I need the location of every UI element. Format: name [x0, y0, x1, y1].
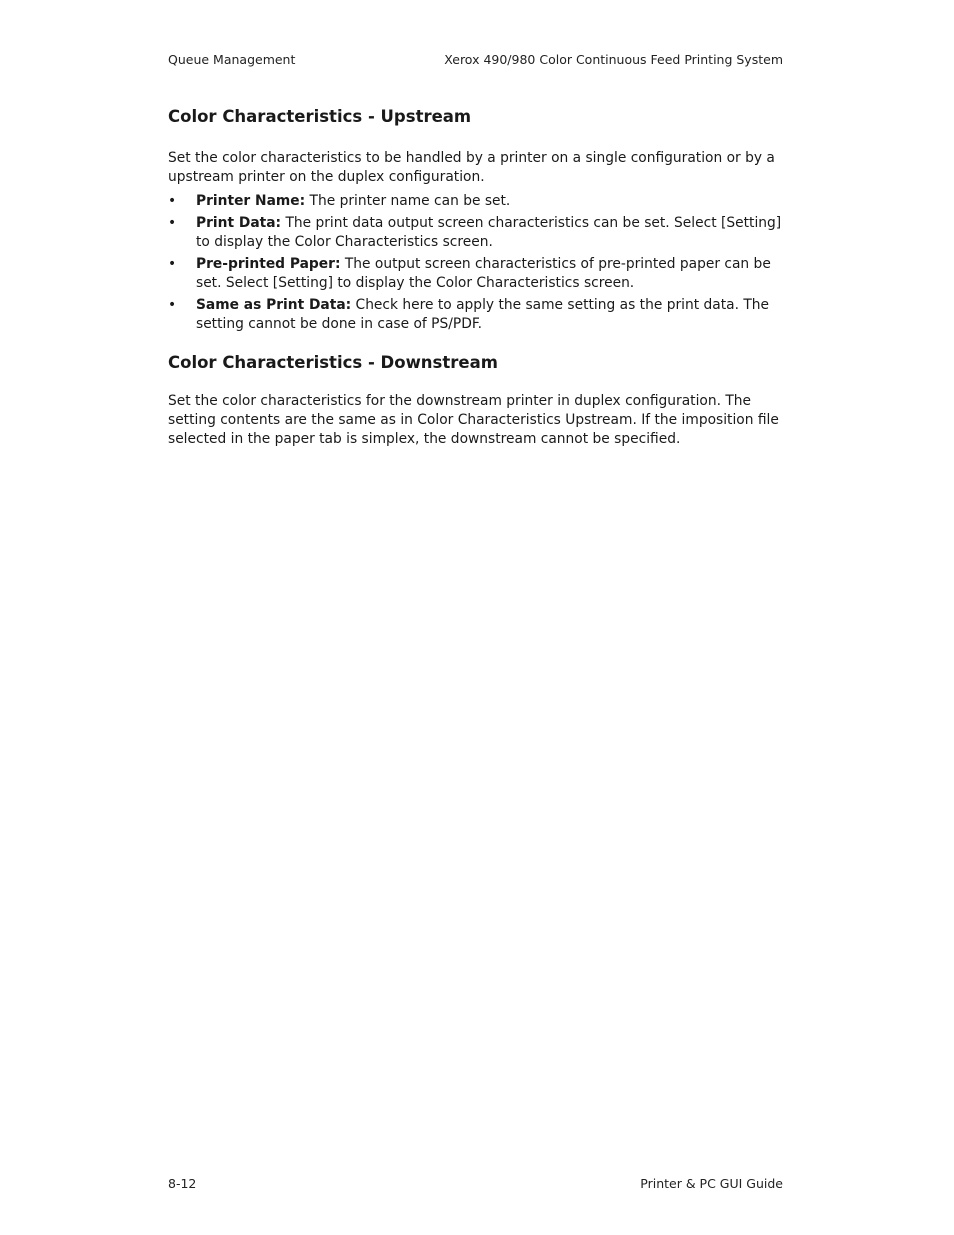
list-item: [168, 296, 784, 334]
list-item: [168, 255, 784, 293]
bullet-icon: •: [168, 297, 177, 313]
page-content: [168, 106, 784, 449]
header-section-title: Queue Management: [168, 52, 296, 67]
downstream-intro-paragraph: Set the color characteristics for the downstream printer in duplex configuration. The setting contents are the same as in Color Characteristics Upstream. If the imposition file selected in the paper tab is simplex, the downstream cannot be specified.: [168, 393, 779, 447]
bullet-icon: •: [168, 215, 177, 231]
page-number: 8-12: [168, 1176, 197, 1191]
list-item-text: The print data output screen characteristics can be set. Select [Setting] to display the Color Characteristics screen.: [196, 215, 782, 250]
list-item-text: The output screen characteristics of pre-printed paper can be set. Select [Setting] to display the Color Characteristics screen.: [196, 256, 771, 291]
list-item: [168, 192, 784, 211]
list-item-text: Check here to apply the same setting as the print data. The setting cannot be done in case of PS/PDF.: [196, 297, 770, 332]
list-item-term: Same as Print Data:: [196, 297, 352, 313]
bullet-icon: •: [168, 193, 177, 209]
header-product-title: Xerox 490/980 Color Continuous Feed Printing System: [444, 52, 783, 67]
list-item-term: Printer Name:: [196, 193, 306, 209]
upstream-intro-paragraph: Set the color characteristics to be handled by a printer on a single configuration or by a upstream printer on the duplex configuration.: [168, 150, 775, 185]
section-heading-upstream: Color Characteristics - Upstream: [168, 107, 472, 126]
section-heading-downstream: Color Characteristics - Downstream: [168, 353, 498, 372]
footer-guide-title: Printer & PC GUI Guide: [640, 1176, 783, 1191]
upstream-bullet-list: [168, 192, 784, 334]
list-item-term: Print Data:: [196, 215, 282, 231]
bullet-icon: •: [168, 256, 177, 272]
list-item-text: The printer name can be set.: [305, 193, 511, 209]
list-item: [168, 214, 784, 252]
list-item-term: Pre-printed Paper:: [196, 256, 341, 272]
